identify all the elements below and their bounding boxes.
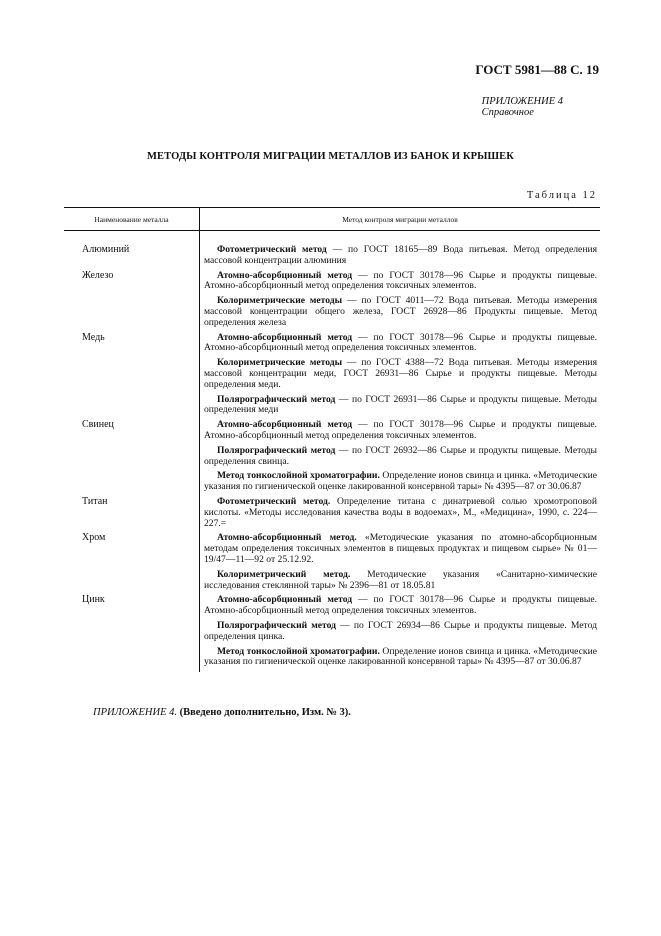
page-title: МЕТОДЫ КОНТРОЛЯ МИГРАЦИИ МЕТАЛЛОВ ИЗ БАНОК И КРЫШЕК: [147, 151, 514, 162]
metal-name: Медь: [82, 331, 105, 343]
method-name: Атомно-абсорбционный метод: [217, 331, 353, 343]
method-description: — по ГОСТ 4011—72 Вода питьевая. Методы измерения массовой концентрации общего железа, ГОСТ 26928—86 Продукты пищевые. Метод определения железа: [204, 295, 597, 328]
method-list: [199, 595, 600, 672]
table-row: [64, 271, 600, 333]
method-list: [199, 533, 600, 595]
method-paragraph: [204, 533, 597, 565]
method-name: Атомно-абсорбционный метод: [217, 419, 353, 431]
method-list: [199, 333, 600, 421]
table-row: [64, 497, 600, 533]
method-description: — по ГОСТ 26934—86 Сырье и продукты пищевые. Метод определения цинка.: [204, 619, 597, 642]
table-row: [64, 420, 600, 497]
method-description: — по ГОСТ 30178—96 Сырье и продукты пищевые. Атомно-абсорбционный метод определения токсичных элементов.: [204, 269, 598, 292]
method-name: Полярографический метод: [217, 393, 336, 405]
method-paragraph: [204, 497, 597, 529]
table-body: [64, 231, 600, 672]
column-header-method: Метод контроля миграции металлов: [342, 214, 458, 224]
method-paragraph: [204, 570, 597, 592]
method-description: — по ГОСТ 26931—86 Сырье и продукты пищевые. Методы определения меди: [204, 393, 597, 416]
method-description: — по ГОСТ 30178—96 Сырье и продукты пищевые. Атомно-абсорбционный метод определения токсичных элементов.: [204, 594, 598, 617]
method-paragraph: [204, 296, 597, 328]
footer-label: ПРИЛОЖЕНИЕ 4.: [93, 707, 177, 718]
table-row: [64, 533, 600, 595]
method-list: [199, 245, 600, 271]
method-description: Определение титана с динатриевой солью хромотроповой кислоты. «Методы исследования качества воды в водоемах», М., «Медицина», 1990, с. 224—227.=: [204, 495, 597, 529]
footer-note: [93, 707, 351, 718]
appendix-type: Справочное: [481, 107, 534, 118]
method-paragraph: [204, 333, 597, 355]
method-paragraph: [204, 446, 597, 468]
method-paragraph: [204, 621, 597, 643]
method-paragraph: [204, 395, 597, 417]
method-paragraph: [204, 647, 597, 669]
method-name: Колориметрический метод.: [217, 568, 351, 580]
method-name: Атомно-абсорбционный метод: [217, 269, 353, 281]
method-name: Колориметрические методы: [217, 295, 343, 307]
method-name: Фотометрический метод: [217, 244, 327, 255]
table-row: [64, 333, 600, 421]
method-description: «Методические указания по атомно-абсорбционным методам определения токсичных элементов в пищевых продуктах и пищевом сырье» № 01—19/47—11—92 от 25.12.92.: [204, 532, 597, 565]
method-paragraph: [204, 595, 597, 617]
table-number: Таблица 12: [526, 190, 597, 201]
method-description: Определение ионов свинца и цинка. «Методические указания по гигиенической оценке лакированной консервной тары» № 4395—87 от 30.06.87: [204, 645, 597, 668]
method-list: [199, 497, 600, 533]
metal-name: Свинец: [82, 419, 114, 431]
method-name: Полярографический метод: [217, 619, 337, 631]
method-name: Атомно-абсорбционный метод: [217, 594, 353, 606]
footer-text: (Введено дополнительно, Изм. № 3).: [179, 707, 351, 718]
method-list: [199, 271, 600, 333]
method-description: — по ГОСТ 26932—86 Сырье и продукты пищевые. Методы определения свинца.: [204, 444, 597, 467]
table-header: [64, 208, 600, 231]
table-row: [64, 245, 600, 271]
method-description: — по ГОСТ 18165—89 Вода питьевая. Метод определения массовой концентрации алюминия: [204, 244, 597, 266]
metal-name: Железо: [82, 269, 114, 281]
method-name: Метод тонкослойной хроматографии.: [217, 470, 380, 482]
metal-name: Цинк: [82, 594, 105, 606]
metal-name: Хром: [82, 532, 106, 544]
method-paragraph: [204, 245, 597, 267]
method-paragraph: [204, 420, 597, 442]
appendix-heading: [482, 96, 563, 118]
method-name: Метод тонкослойной хроматографии.: [217, 645, 380, 657]
method-description: Определение ионов свинца и цинка. «Методические указания по гигиенической оценке лакированной консервной тары» № 4395—87 от 30.06.87: [204, 470, 597, 493]
method-description: Методические указания «Санитарно-химические исследования стеклянной тары» № 2396—81 от 18.05.81: [204, 568, 597, 591]
metal-name: Титан: [82, 495, 108, 507]
method-list: [199, 420, 600, 497]
methods-table: [64, 207, 600, 672]
column-header-metal: Наименование металла: [64, 208, 200, 230]
method-paragraph: [204, 271, 597, 293]
table-row: [64, 595, 600, 672]
method-description: — по ГОСТ 4388—72 Вода питьевая. Методы измерения массовой концентрации меди, ГОСТ 26931—86 Сырье и продукты пищевые. Методы определения меди.: [204, 357, 597, 390]
method-name: Полярографический метод: [217, 444, 336, 456]
method-paragraph: [204, 471, 597, 493]
document-reference: ГОСТ 5981—88 С. 19: [475, 62, 599, 77]
method-description: — по ГОСТ 30178—96 Сырье и продукты пищевые. Атомно-абсорбционный метод определения токсичных элементов.: [204, 331, 598, 354]
method-name: Атомно-абсорбционный метод.: [217, 532, 357, 544]
method-name: Фотометрический метод.: [217, 495, 331, 507]
method-name: Колориметрические методы: [217, 357, 343, 369]
metal-name: Алюминий: [82, 244, 130, 255]
method-description: — по ГОСТ 30178—96 Сырье и продукты пищевые. Атомно-абсорбционный метод определения токсичных элементов.: [204, 419, 598, 441]
method-paragraph: [204, 358, 597, 390]
appendix-label: ПРИЛОЖЕНИЕ 4: [481, 96, 563, 107]
